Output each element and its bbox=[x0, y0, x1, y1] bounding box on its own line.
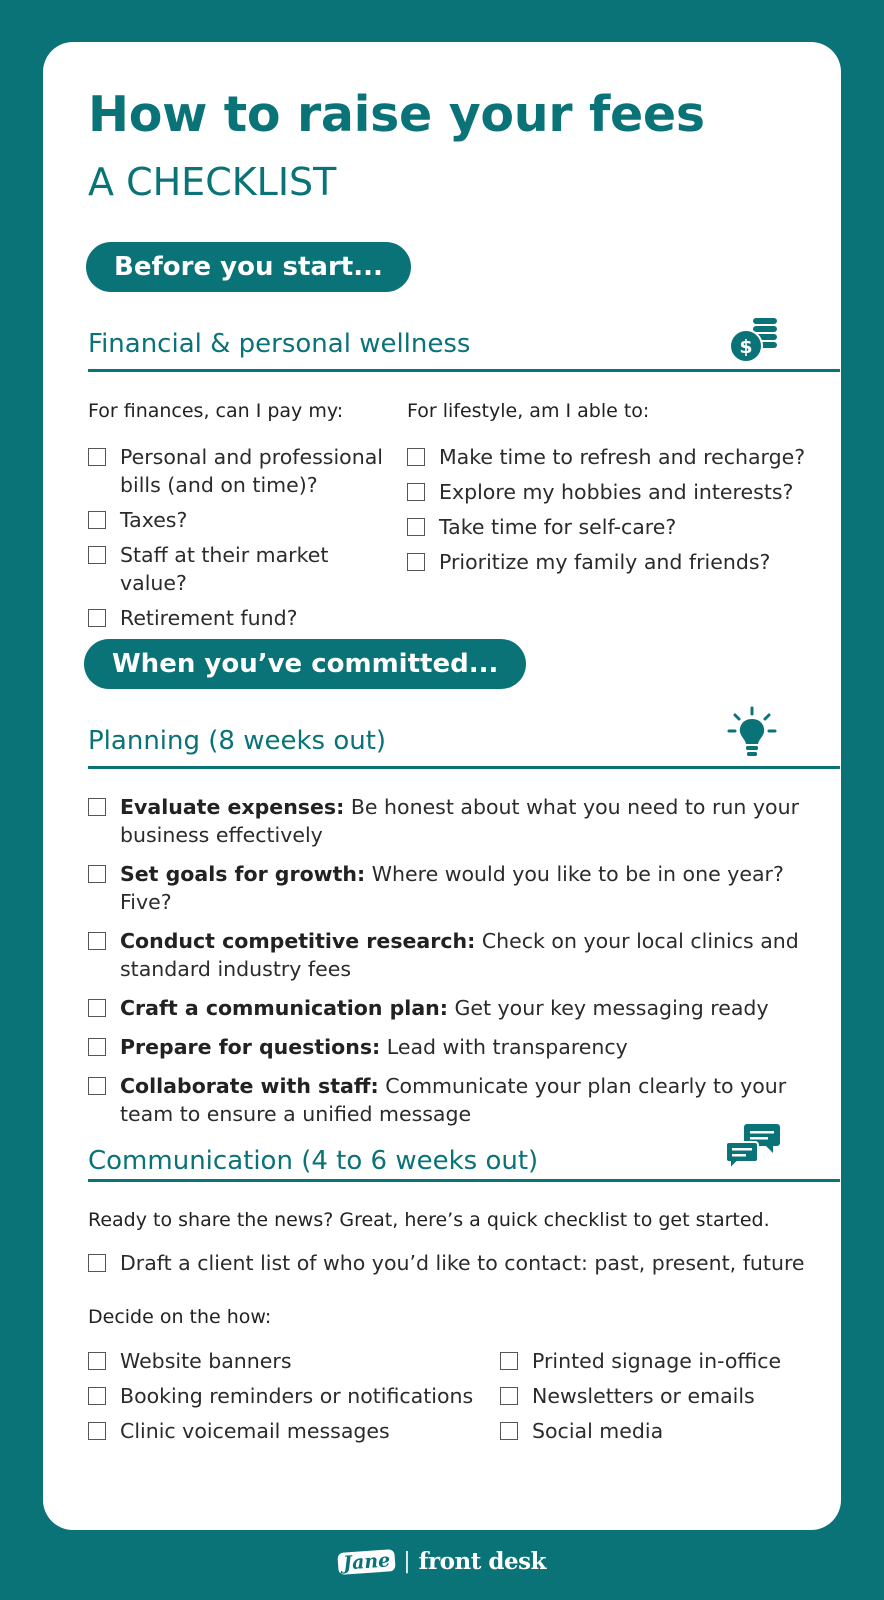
financial-wellness-rule bbox=[88, 369, 840, 372]
communication-heading: Communication (4 to 6 weeks out) bbox=[88, 1146, 539, 1176]
lightbulb-icon bbox=[727, 706, 777, 760]
draft-client-list-item[interactable]: Draft a client list of who you’d like to contact: past, present, future bbox=[88, 1249, 808, 1277]
planning-rule bbox=[88, 766, 840, 769]
finance-item[interactable]: Staff at their market value? bbox=[88, 541, 388, 597]
planning-list bbox=[88, 793, 808, 1128]
checkbox[interactable] bbox=[88, 798, 106, 816]
planning-item[interactable]: Craft a communication plan: Get your key messaging ready bbox=[88, 994, 808, 1022]
checkbox[interactable] bbox=[88, 1352, 106, 1370]
draft-list bbox=[88, 1249, 808, 1277]
checkbox[interactable] bbox=[407, 448, 425, 466]
checkbox[interactable] bbox=[500, 1387, 518, 1405]
how-subheading: Decide on the how: bbox=[88, 1306, 272, 1328]
checkbox[interactable] bbox=[88, 1254, 106, 1272]
lifestyle-list bbox=[407, 443, 827, 576]
how-item[interactable]: Website banners bbox=[88, 1347, 488, 1375]
planning-item[interactable]: Prepare for questions: Lead with transparency bbox=[88, 1033, 808, 1061]
svg-text:$: $ bbox=[739, 336, 753, 358]
committed-pill: When you’ve committed... bbox=[84, 639, 526, 689]
checkbox[interactable] bbox=[500, 1352, 518, 1370]
checklist-card bbox=[43, 42, 841, 1530]
checkbox[interactable] bbox=[88, 546, 106, 564]
finances-list bbox=[88, 443, 388, 632]
lifestyle-item[interactable]: Explore my hobbies and interests? bbox=[407, 478, 827, 506]
checkbox[interactable] bbox=[88, 865, 106, 883]
footer-logo bbox=[0, 1548, 884, 1575]
planning-item[interactable]: Set goals for growth: Where would you like to be in one year? Five? bbox=[88, 860, 808, 916]
how-item[interactable]: Printed signage in-office bbox=[500, 1347, 830, 1375]
communication-intro: Ready to share the news? Great, here’s a quick checklist to get started. bbox=[88, 1209, 770, 1231]
how-item[interactable]: Clinic voicemail messages bbox=[88, 1417, 488, 1445]
how-item[interactable]: Social media bbox=[500, 1417, 830, 1445]
finance-item[interactable]: Taxes? bbox=[88, 506, 388, 534]
communication-rule bbox=[88, 1179, 840, 1182]
planning-item[interactable]: Evaluate expenses: Be honest about what you need to run your business effectively bbox=[88, 793, 808, 849]
checkbox[interactable] bbox=[88, 999, 106, 1017]
checkbox[interactable] bbox=[407, 553, 425, 571]
how-list-left bbox=[88, 1347, 488, 1445]
checkbox[interactable] bbox=[88, 609, 106, 627]
planning-item[interactable]: Conduct competitive research: Check on your local clinics and standard industry fees bbox=[88, 927, 808, 983]
planning-heading: Planning (8 weeks out) bbox=[88, 726, 387, 756]
checkbox[interactable] bbox=[88, 1387, 106, 1405]
how-list-right bbox=[500, 1347, 830, 1445]
how-item[interactable]: Booking reminders or notifications bbox=[88, 1382, 488, 1410]
checkbox[interactable] bbox=[407, 483, 425, 501]
how-item[interactable]: Newsletters or emails bbox=[500, 1382, 830, 1410]
jane-logo: Jane bbox=[337, 1549, 396, 1575]
chat-bubbles-icon bbox=[725, 1122, 781, 1174]
lifestyle-item[interactable]: Take time for self-care? bbox=[407, 513, 827, 541]
checkbox[interactable] bbox=[88, 932, 106, 950]
checkbox[interactable] bbox=[88, 448, 106, 466]
checkbox[interactable] bbox=[407, 518, 425, 536]
lifestyle-item[interactable]: Prioritize my family and friends? bbox=[407, 548, 827, 576]
checkbox[interactable] bbox=[88, 511, 106, 529]
checkbox[interactable] bbox=[88, 1038, 106, 1056]
finance-item[interactable]: Personal and professional bills (and on time)? bbox=[88, 443, 388, 499]
financial-wellness-heading: Financial & personal wellness bbox=[88, 329, 471, 359]
before-start-pill: Before you start... bbox=[86, 242, 411, 292]
checkbox[interactable] bbox=[500, 1422, 518, 1440]
checkbox[interactable] bbox=[88, 1077, 106, 1095]
page-subtitle: A CHECKLIST bbox=[88, 160, 337, 204]
lifestyle-item[interactable]: Make time to refresh and recharge? bbox=[407, 443, 827, 471]
logo-separator: | bbox=[403, 1549, 411, 1574]
finance-item[interactable]: Retirement fund? bbox=[88, 604, 388, 632]
checkbox[interactable] bbox=[88, 1422, 106, 1440]
page-title: How to raise your fees bbox=[88, 86, 705, 143]
finances-subheading: For finances, can I pay my: bbox=[88, 400, 344, 422]
lifestyle-subheading: For lifestyle, am I able to: bbox=[407, 400, 650, 422]
front-desk-logo: front desk bbox=[418, 1548, 546, 1575]
planning-item[interactable]: Collaborate with staff: Communicate your plan clearly to your team to ensure a unified message bbox=[88, 1072, 808, 1128]
coins-dollar-icon bbox=[729, 314, 781, 366]
